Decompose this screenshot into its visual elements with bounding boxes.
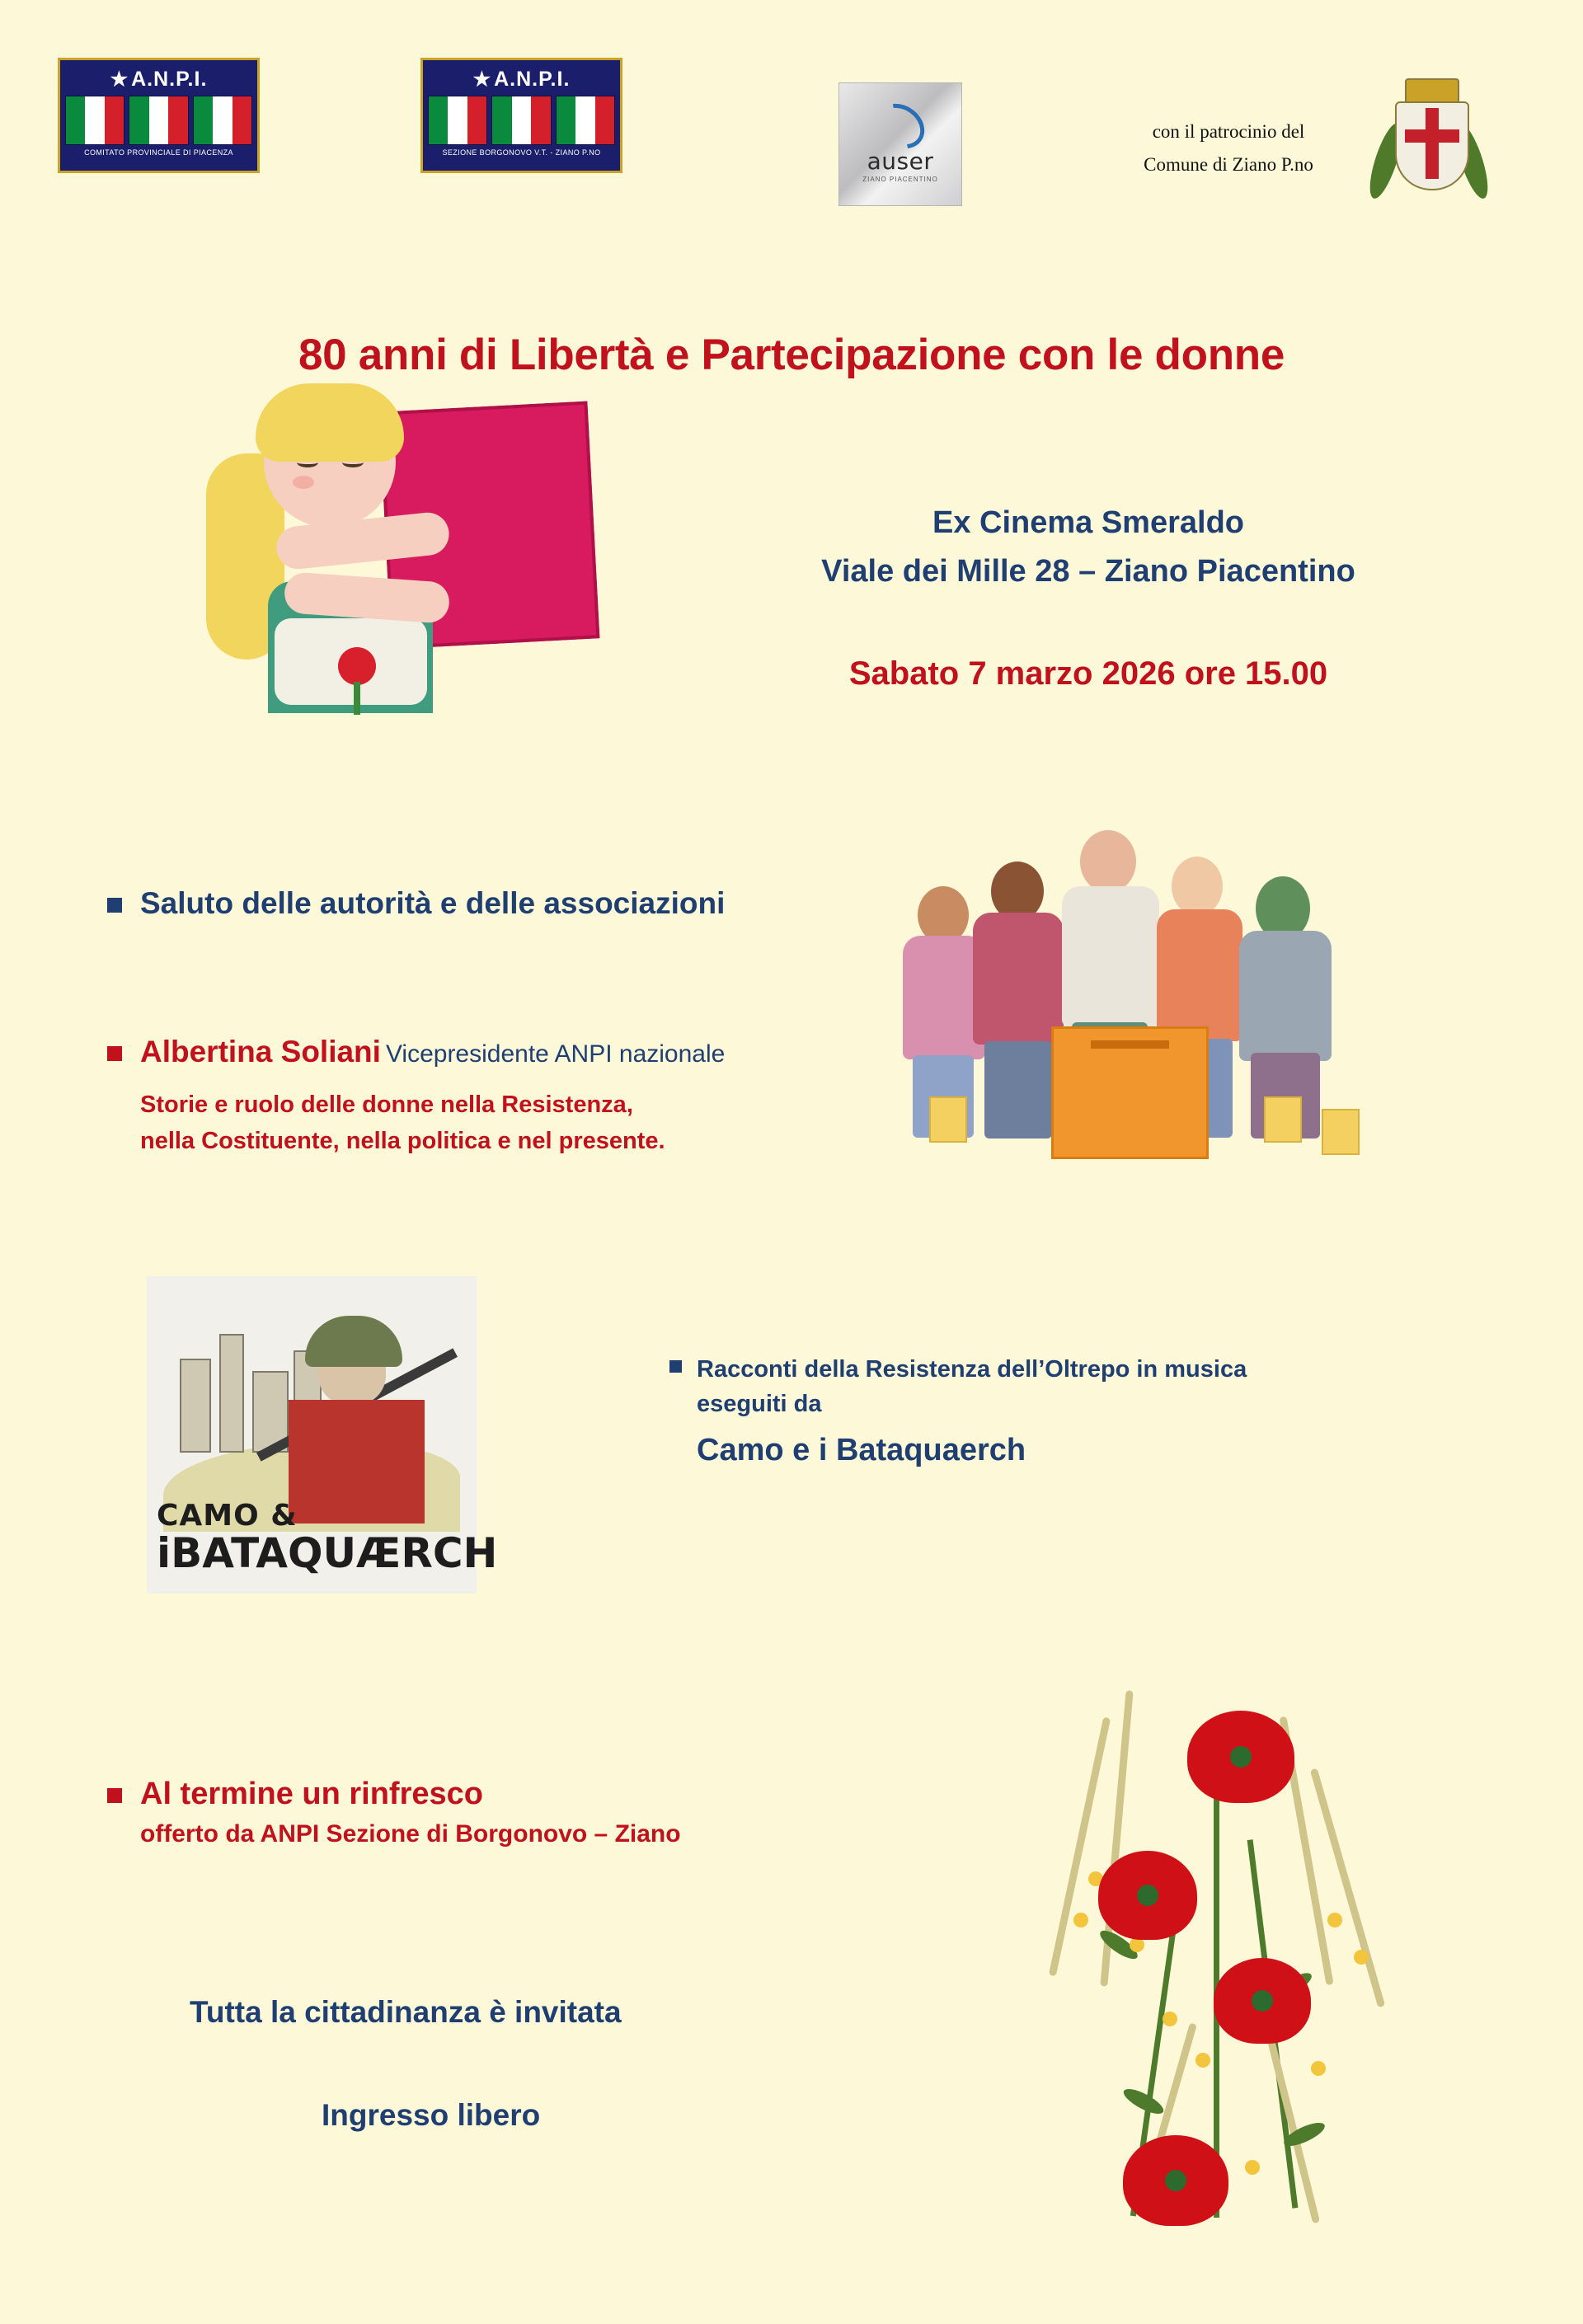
speaker-name: Albertina Soliani xyxy=(140,1035,381,1068)
footer-free-entry: Ingresso libero xyxy=(322,2098,541,2132)
tower-icon xyxy=(219,1334,244,1453)
italian-flags xyxy=(65,96,252,145)
flag-icon xyxy=(65,96,124,145)
star-icon: ★ xyxy=(110,68,129,91)
anpi-acronym xyxy=(428,65,615,93)
flag-icon xyxy=(556,96,615,145)
mimosa-icon xyxy=(1311,2061,1326,2076)
tower-icon xyxy=(180,1359,211,1453)
band-name: Camo e i Bataquaerch xyxy=(697,1433,1026,1468)
flag-icon xyxy=(193,96,252,145)
body-shape xyxy=(1157,909,1242,1041)
flag-icon xyxy=(491,96,551,145)
flag-icon xyxy=(129,96,188,145)
women-voting-illustration xyxy=(895,779,1389,1154)
program-item-speaker xyxy=(107,1035,932,1159)
band-logo-line-1: CAMO & xyxy=(157,1499,298,1533)
eye-left xyxy=(297,458,318,467)
band-logo-line-2: iBATAQUÆRCH xyxy=(157,1528,498,1577)
mimosa-icon xyxy=(1327,1913,1342,1927)
rinfresco-line-1: Al termine un rinfresco xyxy=(140,1777,483,1811)
wheat-icon xyxy=(1310,1768,1385,2008)
program-item-rinfresco xyxy=(107,1777,973,1848)
music-intro-line-1: Racconti della Resistenza dell’Oltrepo in musica xyxy=(697,1356,1247,1383)
girl-with-book-illustration xyxy=(177,375,627,721)
anpi-section-logo xyxy=(420,58,622,173)
eye-right xyxy=(342,458,364,467)
rinfresco-line-2: offerto da ANPI Sezione di Borgonovo – Ziano xyxy=(140,1820,681,1847)
flower-stem xyxy=(354,682,360,715)
bullet-square-icon xyxy=(669,1360,682,1373)
anpi-caption: COMITATO PROVINCIALE DI PIACENZA xyxy=(84,148,233,157)
speaker-topic-line-2: nella Costituente, nella politica e nel presente. xyxy=(140,1127,665,1154)
page-title: 80 anni di Libertà e Partecipazione con le donne xyxy=(298,331,1285,379)
hair-top-shape xyxy=(256,383,404,462)
anpi-provincial-logo xyxy=(58,58,260,173)
speaker-topic-line-1: Storie e ruolo delle donne nella Resistenza, xyxy=(140,1092,633,1118)
anpi-acronym-text: A.N.P.I. xyxy=(494,67,571,91)
bullet-square-icon xyxy=(107,1046,122,1061)
mimosa-icon xyxy=(1354,1950,1369,1965)
logo-row xyxy=(0,37,1583,202)
anpi-caption: SEZIONE BORGONOVO V.T. - ZIANO P.NO xyxy=(442,148,601,157)
program-saluto-text: Saluto delle autorità e delle associazioni xyxy=(140,886,726,920)
speaker-topic xyxy=(140,1087,725,1159)
cheek-blush xyxy=(293,476,314,489)
shield-icon xyxy=(1395,101,1469,190)
bag-icon xyxy=(929,1096,967,1143)
ballot-box-icon xyxy=(1051,1026,1209,1159)
auser-caption: ZIANO PIACENTINO xyxy=(862,176,938,183)
band-logo xyxy=(147,1276,498,1594)
poppies-illustration xyxy=(998,1665,1443,2226)
mimosa-icon xyxy=(1195,2053,1210,2068)
poppy-icon xyxy=(1187,1711,1294,1803)
speaker-role: Vicepresidente ANPI nazionale xyxy=(385,1040,726,1068)
mimosa-icon xyxy=(1245,2160,1260,2175)
flag-icon xyxy=(428,96,487,145)
poppy-icon xyxy=(1098,1851,1197,1940)
music-intro-line-2: eseguiti da xyxy=(697,1391,822,1418)
mimosa-icon xyxy=(1073,1913,1088,1927)
anpi-acronym-text: A.N.P.I. xyxy=(131,67,208,91)
venue-block xyxy=(709,499,1468,596)
bag-icon xyxy=(1264,1096,1302,1143)
ballot-slot xyxy=(1091,1040,1169,1049)
program-item-music xyxy=(669,1352,1494,1468)
poppy-icon xyxy=(1123,2135,1228,2226)
legs-shape xyxy=(984,1041,1052,1139)
bullet-square-icon xyxy=(107,898,122,913)
comune-crest-icon xyxy=(1379,70,1482,218)
event-datetime: Sabato 7 marzo 2026 ore 15.00 xyxy=(848,655,1328,692)
flower-icon xyxy=(338,647,376,685)
head-shape xyxy=(1080,830,1136,893)
auser-wordmark: auser xyxy=(867,148,934,175)
italian-flags xyxy=(428,96,615,145)
bag-icon xyxy=(1322,1109,1360,1155)
body-shape xyxy=(1062,886,1159,1026)
mimosa-icon xyxy=(1163,2012,1177,2026)
patronage-block xyxy=(1109,115,1348,182)
band-logo-text xyxy=(157,1499,498,1577)
anpi-acronym xyxy=(65,65,252,93)
cross-vertical xyxy=(1426,108,1439,179)
venue-name: Ex Cinema Smeraldo xyxy=(932,505,1245,540)
leaf-icon xyxy=(1120,2084,1167,2118)
bullet-square-icon xyxy=(107,1788,122,1803)
poppy-icon xyxy=(1214,1958,1311,2044)
patronage-line-1: con il patrocinio del xyxy=(1152,121,1305,142)
footer-invitation: Tutta la cittadinanza è invitata xyxy=(190,1995,622,2029)
cross-horizontal xyxy=(1405,129,1459,143)
venue-address: Viale dei Mille 28 – Ziano Piacentino xyxy=(821,553,1355,589)
star-icon: ★ xyxy=(472,68,492,91)
body-shape xyxy=(973,913,1064,1045)
body-shape xyxy=(1239,931,1332,1061)
program-item-saluto xyxy=(107,886,725,921)
patronage-line-2: Comune di Ziano P.no xyxy=(1144,154,1313,176)
head-shape xyxy=(1172,857,1223,916)
auser-logo xyxy=(838,82,962,206)
